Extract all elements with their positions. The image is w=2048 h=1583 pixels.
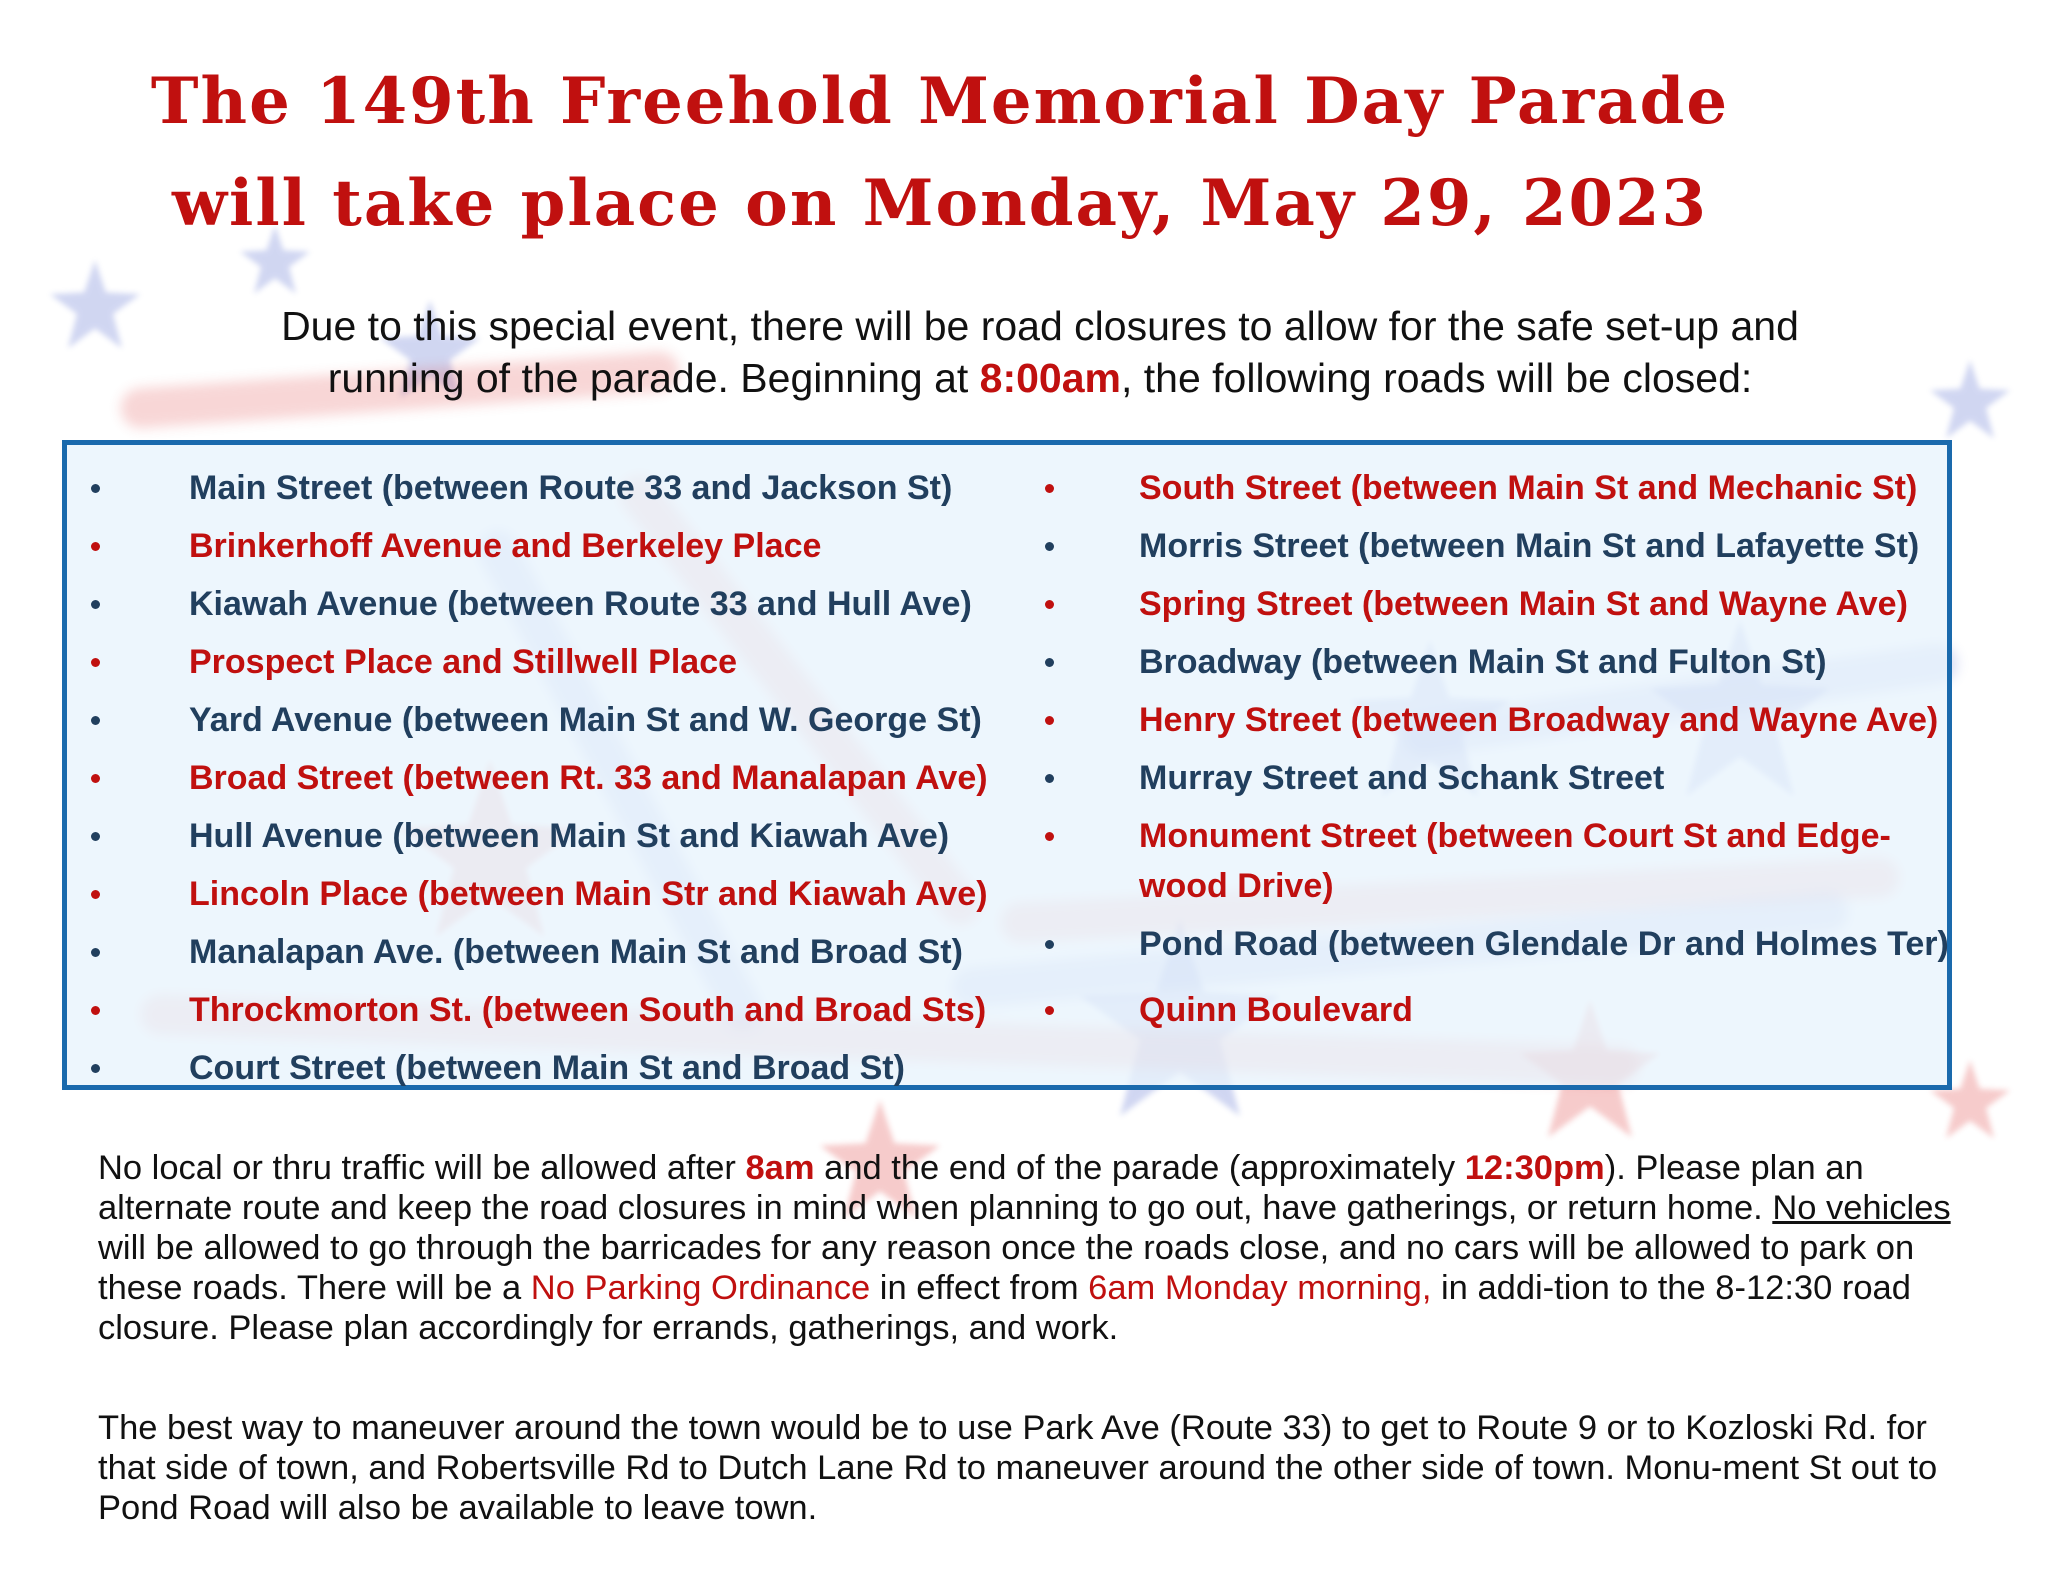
bullet-icon bbox=[1045, 1006, 1054, 1015]
bullet-icon bbox=[91, 1064, 100, 1073]
closure-text: Hull Avenue (between Main St and Kiawah Ave) bbox=[189, 817, 950, 855]
intro-paragraph bbox=[100, 300, 1980, 404]
closure-text: Morris Street (between Main St and Lafayette St) bbox=[1139, 527, 1920, 565]
bullet-icon bbox=[1045, 716, 1054, 725]
notice-text: and the end of the parade (approximately bbox=[814, 1149, 1465, 1187]
closure-item bbox=[1027, 579, 1947, 637]
closure-text: Murray Street and Schank Street bbox=[1139, 759, 1665, 797]
bullet-icon bbox=[1045, 542, 1054, 551]
closure-text: Yard Avenue (between Main St and W. George St) bbox=[189, 701, 982, 739]
alternate-routes-paragraph: The best way to maneuver around the town would be to use Park Ave (Route 33) to get to Route 9 or to Kozloski Rd. for that side of town, and Robertsville Rd to Dutch Lane Rd to maneuver around the other side of town. Monu-ment St out to Pond Road will also be available to leave town. bbox=[98, 1409, 1938, 1527]
title-line-2: will take place on Monday, May 29, 2023 bbox=[171, 166, 1709, 241]
bullet-icon bbox=[1045, 600, 1054, 609]
closure-start-time: 8:00am bbox=[979, 355, 1121, 401]
closure-item bbox=[1027, 521, 1947, 579]
intro-text: running of the parade. Beginning at bbox=[327, 355, 980, 401]
closure-text: Main Street (between Route 33 and Jackson St) bbox=[189, 469, 953, 507]
bullet-icon bbox=[1045, 484, 1054, 493]
bullet-icon bbox=[91, 484, 100, 493]
closure-text: Kiawah Avenue (between Route 33 and Hull Ave) bbox=[189, 585, 972, 623]
closure-item bbox=[77, 637, 1037, 695]
closure-text: South Street (between Main St and Mechanic St) bbox=[1139, 469, 1918, 507]
notice-text: will be allowed to go through the barricades for any reason once the roads close, and no cars will be allowed to park on these roads. There will be a bbox=[98, 1229, 1915, 1307]
title-line-1: The 149th Freehold Memorial Day Parade bbox=[150, 64, 1730, 139]
closure-item bbox=[1027, 463, 1947, 521]
closure-text: Spring Street (between Main St and Wayne Ave) bbox=[1139, 585, 1908, 623]
bullet-icon bbox=[91, 832, 100, 841]
notice-time-start: 8am bbox=[745, 1149, 815, 1187]
closure-item bbox=[1027, 919, 1947, 977]
notice-text: in addi-tion to the 8-12:30 road closure. Please plan accordingly for errands, gatherings, and work. bbox=[98, 1269, 1911, 1347]
closure-item bbox=[1027, 695, 1947, 753]
no-parking-start-time: 6am Monday morning, bbox=[1088, 1269, 1432, 1307]
closure-text: Prospect Place and Stillwell Place bbox=[189, 643, 738, 681]
notice-text: ). Please plan an alternate route and keep the road closures in mind when planning to go out, have gatherings, or return home. bbox=[98, 1149, 1864, 1227]
closure-item bbox=[77, 985, 1037, 1043]
bullet-icon bbox=[91, 1006, 100, 1015]
closure-item bbox=[77, 521, 1037, 579]
closure-text: Henry Street (between Broadway and Wayne Ave) bbox=[1139, 701, 1939, 739]
closure-item bbox=[77, 811, 1037, 869]
closure-text: Throckmorton St. (between South and Broad Sts) bbox=[189, 991, 987, 1029]
bullet-icon bbox=[91, 658, 100, 667]
closure-text: Court Street (between Main St and Broad St) bbox=[189, 1049, 905, 1087]
closure-text: Broadway (between Main St and Fulton St) bbox=[1139, 643, 1827, 681]
bullet-icon bbox=[1045, 774, 1054, 783]
bullet-icon bbox=[1045, 832, 1054, 841]
closure-text: Pond Road (between Glendale Dr and Holmes Ter) bbox=[1139, 925, 1949, 963]
intro-line-1: Due to this special event, there will be road closures to allow for the safe set-up and bbox=[281, 303, 1799, 349]
closure-text: Quinn Boulevard bbox=[1139, 991, 1413, 1029]
bullet-icon bbox=[1045, 940, 1054, 949]
closure-text: Monument Street (between Court St and Edge- wood Drive) bbox=[1139, 817, 1891, 905]
no-vehicles-emphasis: No vehicles bbox=[1772, 1189, 1951, 1227]
intro-text: , the following roads will be closed: bbox=[1120, 355, 1753, 401]
notice-text: in effect from bbox=[870, 1269, 1089, 1307]
closure-item bbox=[1027, 985, 1947, 1043]
closures-left-column bbox=[77, 463, 1037, 1101]
closure-item bbox=[1027, 753, 1947, 811]
bullet-icon bbox=[91, 948, 100, 957]
closure-item bbox=[77, 753, 1037, 811]
closure-text: Brinkerhoff Avenue and Berkeley Place bbox=[189, 527, 822, 565]
road-closures-box bbox=[62, 440, 1952, 1090]
closure-item bbox=[77, 927, 1037, 985]
bullet-icon bbox=[91, 542, 100, 551]
bullet-icon bbox=[91, 774, 100, 783]
closure-item bbox=[1027, 637, 1947, 695]
notice-text: No local or thru traffic will be allowed after bbox=[98, 1149, 746, 1187]
closure-item bbox=[1027, 811, 1959, 911]
closure-item bbox=[77, 463, 1037, 521]
bullet-icon bbox=[91, 890, 100, 899]
closure-text: Lincoln Place (between Main Str and Kiawah Ave) bbox=[189, 875, 988, 913]
no-parking-ordinance: No Parking Ordinance bbox=[530, 1269, 871, 1307]
bullet-icon bbox=[91, 716, 100, 725]
traffic-notice-paragraph bbox=[98, 1148, 1958, 1348]
closure-item bbox=[77, 869, 1037, 927]
bullet-icon bbox=[91, 600, 100, 609]
closure-item bbox=[77, 1043, 1037, 1101]
closure-text: Manalapan Ave. (between Main St and Broad St) bbox=[189, 933, 963, 971]
closures-right-column bbox=[1027, 463, 1947, 1043]
closure-item bbox=[77, 695, 1037, 753]
notice-time-end: 12:30pm bbox=[1464, 1149, 1605, 1187]
bullet-icon bbox=[1045, 658, 1054, 667]
closure-text: Broad Street (between Rt. 33 and Manalapan Ave) bbox=[189, 759, 988, 797]
intro-line-2 bbox=[100, 352, 1980, 404]
closure-item bbox=[77, 579, 1037, 637]
